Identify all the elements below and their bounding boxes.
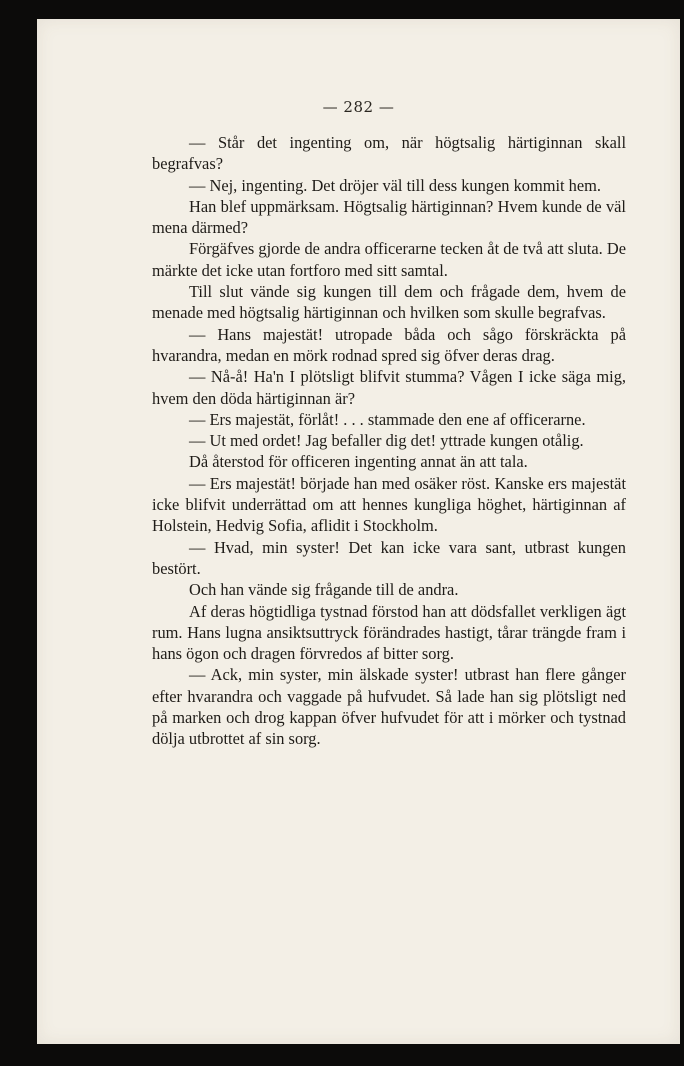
book-page (37, 19, 680, 1044)
paragraph: — Ut med ordet! Jag befaller dig det! yttrade kungen otålig. (189, 431, 584, 451)
body-text (152, 132, 626, 750)
paragraph: — Nej, ingenting. Det dröjer väl till dess kungen kommit hem. (189, 175, 601, 195)
page-number: — 282 — (322, 98, 395, 116)
paragraph: Till slut vände sig kungen till dem och frågade dem, hvem de menade med högtsalig härtiginnan och hvilken som skulle begrafvas. (152, 282, 626, 323)
paragraph: Förgäfves gjorde de andra officerarne tecken åt de två att sluta. De märkte det icke utan fortforo med sitt samtal. (152, 239, 626, 280)
paragraph: — Hvad, min syster! Det kan icke vara sant, utbrast kungen bestört. (152, 537, 626, 578)
paragraph: — Ers majestät, förlåt! . . . stammade den ene af officerarne. (189, 409, 586, 429)
paragraph: — Står det ingenting om, när högtsalig härtiginnan skall begrafvas? (152, 133, 626, 174)
paragraph: Af deras högtidliga tystnad förstod han att dödsfallet verkligen ägt rum. Hans lugna ansiktsuttryck förändrades hastigt, tårar trängde fram i hans ögon och dragen förvredos af bitter sorg. (152, 601, 626, 664)
paragraph: — Ack, min syster, min älskade syster! utbrast han flere gånger efter hvarandra och vaggade på hufvudet. Så lade han sig plötsligt ned på marken och drog kappan öfver hufvudet för att i mörker och tystnad dölja utbrottet af sin sorg. (152, 665, 626, 749)
paragraph: Och han vände sig frågande till de andra. (189, 580, 459, 600)
paragraph: Då återstod för officeren ingenting annat än att tala. (189, 452, 528, 472)
paragraph: — Nå-å! Ha'n I plötsligt blifvit stumma? Vågen I icke säga mig, hvem den döda härtiginnan är? (152, 367, 626, 408)
paragraph: — Ers majestät! började han med osäker röst. Kanske ers majestät icke blifvit underrättad om att hennes kungliga höghet, härtiginnan af Holstein, Hedvig Sofia, aflidit i Stockholm. (152, 473, 626, 536)
paragraph: — Hans majestät! utropade båda och sågo förskräckta på hvarandra, medan en mörk rodnad spred sig öfver deras drag. (152, 324, 626, 365)
paragraph: Han blef uppmärksam. Högtsalig härtiginnan? Hvem kunde de väl mena därmed? (152, 196, 626, 238)
